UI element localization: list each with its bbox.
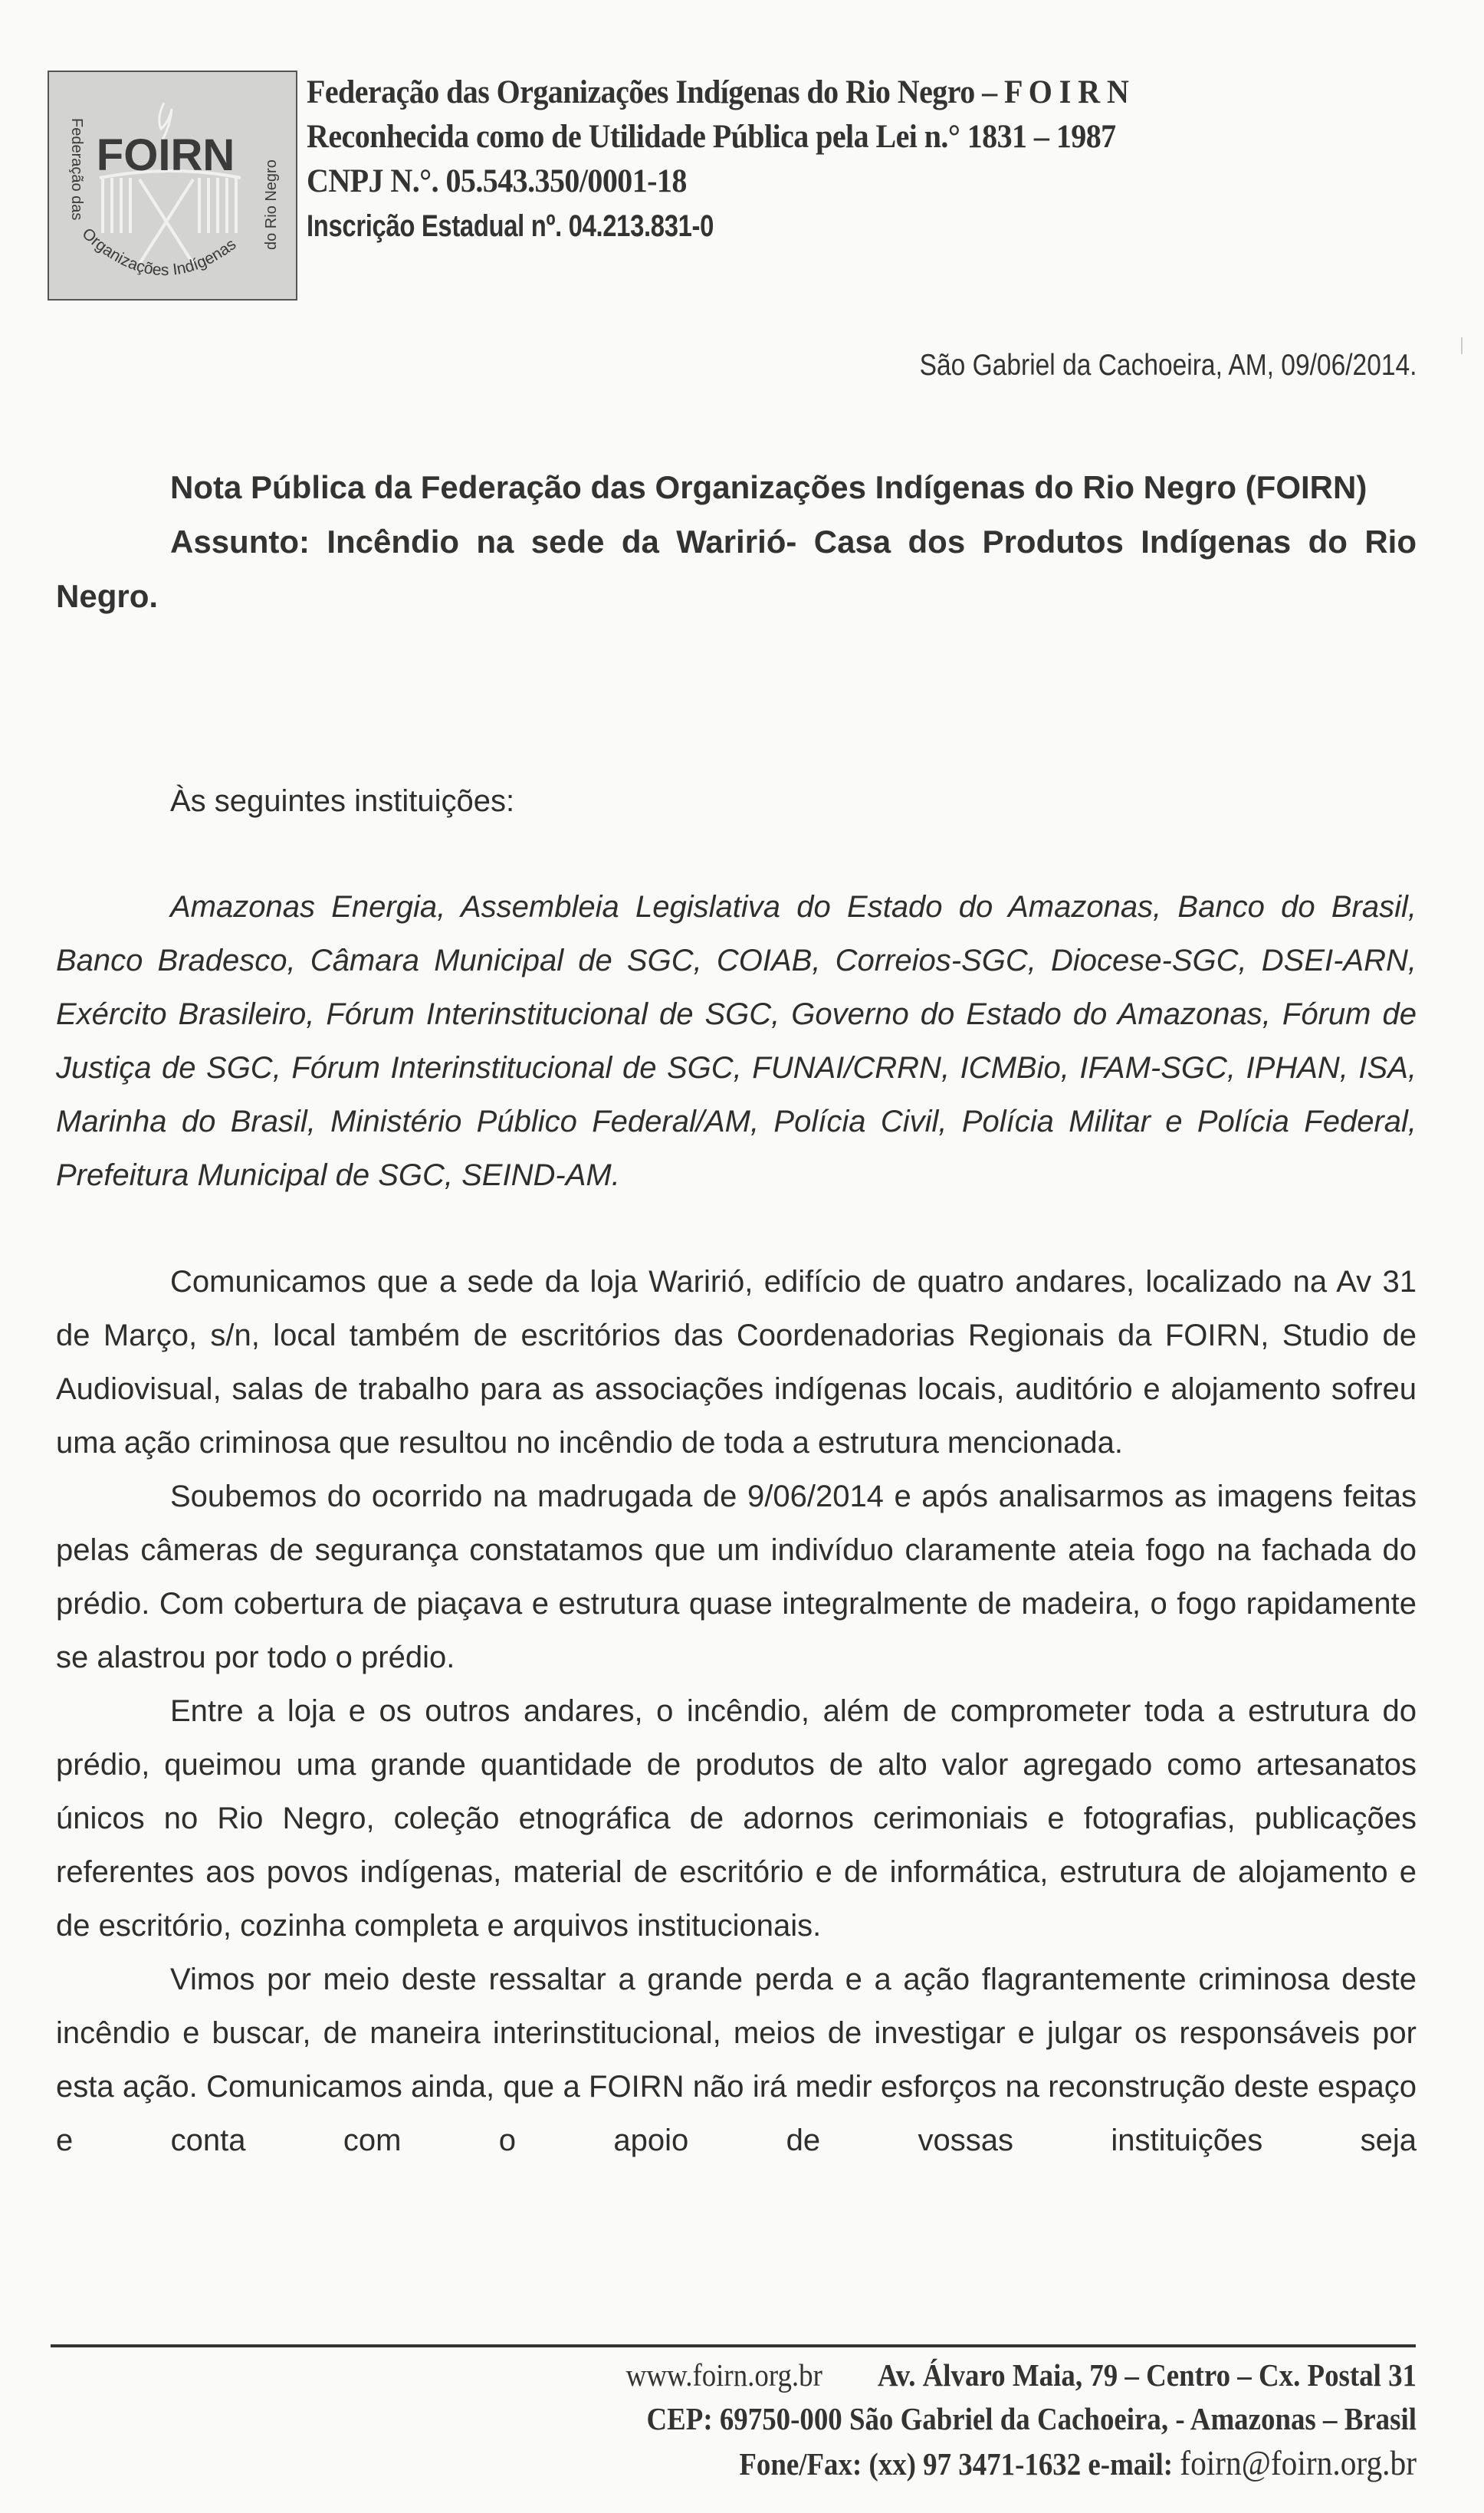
letterhead: [307, 71, 1190, 248]
organization-name: Federação das Organizações Indígenas do Rio Negro – F O I R N: [307, 74, 1129, 110]
subject-line: Assunto: Incêndio na sede da Waririó- Casa dos Produtos Indígenas do Rio Negro.: [56, 524, 1417, 614]
phone-fax: Fone/Fax: (xx) 97 3471-1632 e-mail:: [739, 2446, 1174, 2482]
logo-arc-bottom: Organizações Indígenas: [78, 225, 240, 280]
state-registration: Inscrição Estadual nº. 04.213.831-0: [307, 209, 714, 243]
postal-address: Av. Álvaro Maia, 79 – Centro – Cx. Postal 31: [877, 2357, 1417, 2393]
footer-line-1: [313, 2354, 1417, 2397]
institutions-list: [56, 880, 1417, 1202]
scan-artifact: [1461, 337, 1463, 354]
cnpj-number: CNPJ N.°. 05.543.350/0001-18: [307, 163, 687, 199]
public-utility-law: Reconhecida como de Utilidade Pública pela Lei n.° 1831 – 1987: [307, 119, 1116, 155]
paragraph: Soubemos do ocorrido na madrugada de 9/06/2014 e após analisarmos as imagens feitas pelas câmeras de segurança constatamos que um indivíduo claramente ateia fogo na fachada do prédio. Com cobertura de piaçava e estrutura quase integralmente de madeira, o fogo rapidamente se alastrou por todo o prédio.: [56, 1480, 1417, 1674]
footer-line-3: [313, 2441, 1417, 2486]
foirn-emblem-icon: [49, 72, 296, 299]
date-line: São Gabriel da Cachoeira, AM, 09/06/2014.: [919, 349, 1417, 382]
foirn-logo: [48, 71, 297, 301]
email-link[interactable]: foirn@foirn.org.br: [1180, 2443, 1417, 2482]
paragraph: Comunicamos que a sede da loja Waririó, edifício de quatro andares, localizado na Av 31 de Março, s/n, local também de escritórios das Coordenadorias Regionais da FOIRN, Studio de Audiovisual, salas de trabalho para as associações indígenas locais, auditório e alojamento sofreu uma ação criminosa que resultou no incêndio de toda a estrutura mencionada.: [56, 1265, 1417, 1460]
paragraph: Entre a loja e os outros andares, o incêndio, além de comprometer toda a estrutura do prédio, queimou uma grande quantidade de produtos de alto valor agregado como artesanatos únicos no Rio Negro, coleção etnográfica de adornos cerimoniais e fotografias, publicações referentes aos povos indígenas, material de escritório e de informática, estrutura de alojamento e de escritório, cozinha completa e arquivos institucionais.: [56, 1694, 1417, 1943]
page-title: Nota Pública da Federação das Organizações Indígenas do Rio Negro (FOIRN): [170, 469, 1367, 505]
body-text: [56, 1255, 1417, 2167]
footer-divider: [51, 2344, 1416, 2347]
logo-acronym: FOIRN: [96, 130, 235, 180]
logo-arc-left: Federação das: [68, 118, 85, 221]
footer: [190, 2354, 1417, 2486]
paragraph: Vimos por meio deste ressaltar a grande perda e a ação flagrantemente criminosa deste incêndio e buscar, de maneira interinstitucional, meios de investigar e julgar os responsáveis por esta ação. Comunicamos ainda, que a FOIRN não irá medir esforços na reconstrução deste espaço e conta com o apoio de vossas instituições seja: [56, 1963, 1417, 2157]
greeting: Às seguintes instituições:: [170, 784, 515, 818]
logo-arc-right: do Rio Negro: [263, 159, 280, 250]
title-block: [56, 460, 1417, 623]
institutions-text: Amazonas Energia, Assembleia Legislativa do Estado do Amazonas, Banco do Brasil, Banco Bradesco, Câmara Municipal de SGC, COIAB, Correios-SGC, Diocese-SGC, DSEI-ARN, Exército Brasileiro, Fórum Interinstitucional de SGC, Governo do Estado do Amazonas, Fórum de Justiça de SGC, Fórum Interinstitucional de SGC, FUNAI/CRRN, ICMBio, IFAM-SGC, IPHAN, ISA, Marinha do Brasil, Ministério Público Federal/AM, Polícia Civil, Polícia Militar e Polícia Federal, Prefeitura Municipal de SGC, SEIND-AM.: [56, 890, 1417, 1192]
footer-cep-line: CEP: 69750-000 São Gabriel da Cachoeira, - Amazonas – Brasil: [646, 2401, 1417, 2436]
greeting-block: [56, 774, 1417, 828]
website-link[interactable]: www.foirn.org.br: [625, 2357, 822, 2393]
